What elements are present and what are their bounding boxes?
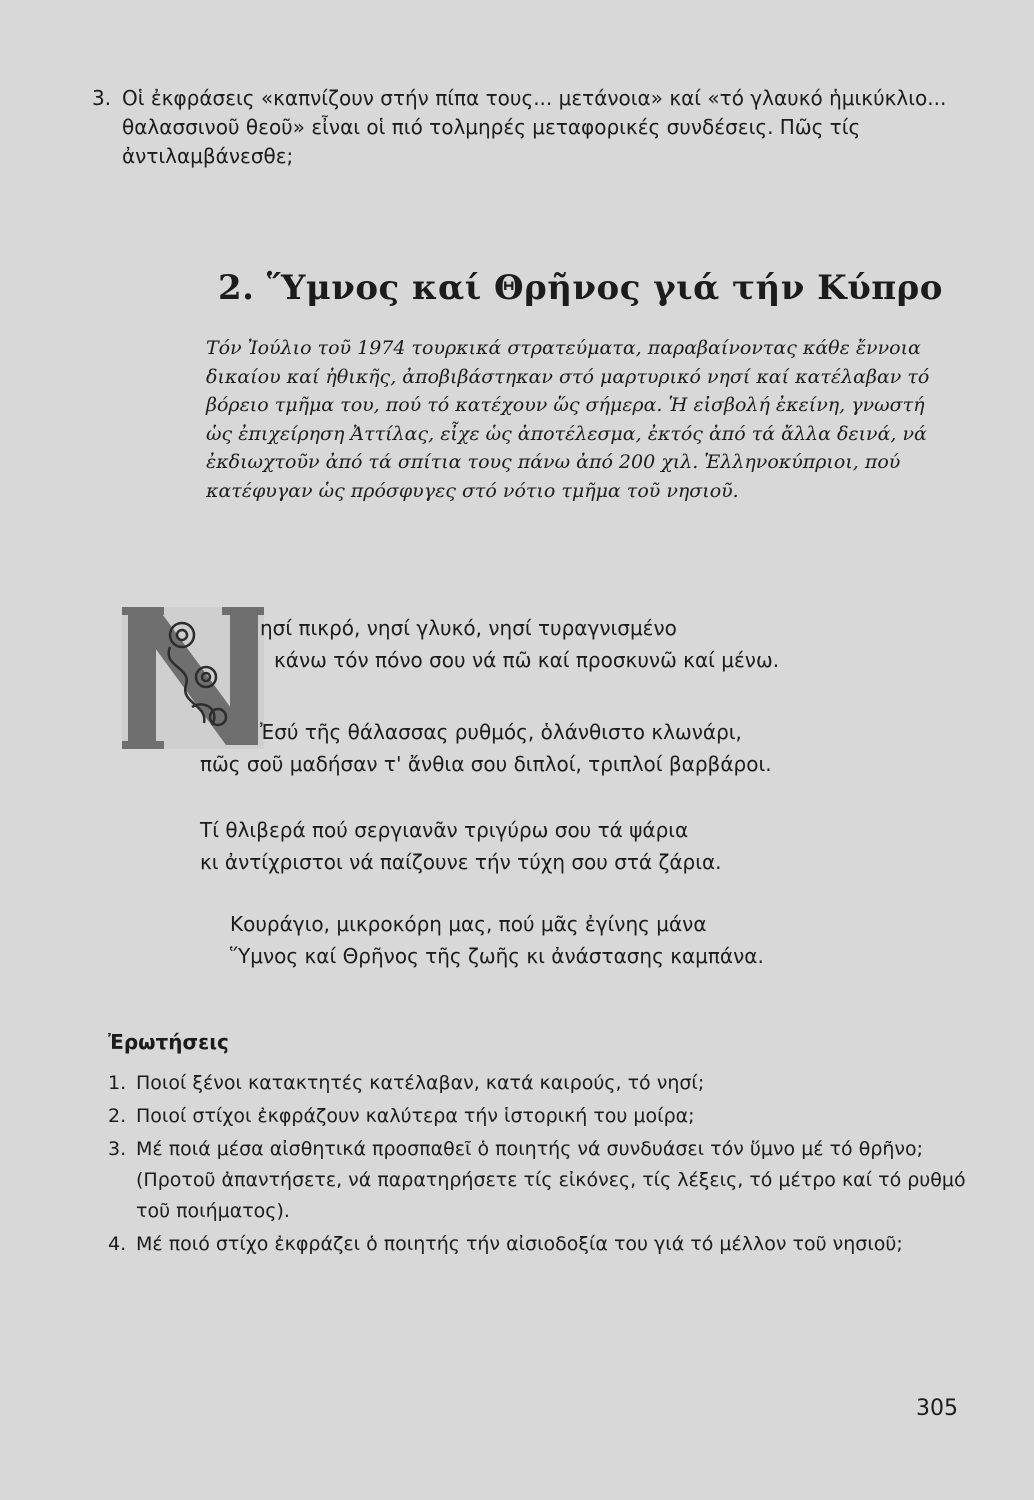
question-item (108, 1134, 968, 1227)
page-number: 305 (916, 1396, 958, 1421)
stanza-2 (200, 716, 772, 780)
verse-line: πῶς σοῦ μαδήσαν τ' ἄνθια σου διπλοί, τριπλοί βαρβάροι. (200, 752, 772, 776)
question-text: Οἱ ἐκφράσεις «καπνίζουν στήν πίπα τους... μετάνοια» καί «τό γλαυκό ἡμικύκλιο... θαλασσινοῦ θεοῦ» εἶναι οἱ πιό τολμηρές μεταφορικές συνδέσεις. Πῶς τίς ἀντιλαμβάνεσθε; (122, 86, 947, 168)
question-item (108, 1229, 968, 1260)
stanza-3 (200, 814, 722, 878)
question-number: 3. (92, 86, 112, 110)
poem-title: 2. Ὕμνος καί Θρῆνος γιά τήν Κύπρο (218, 268, 943, 308)
question-text: Μέ ποιά μέσα αἰσθητικά προσπαθεῖ ὁ ποιητής νά συνδυάσει τόν ὕμνο μέ τό θρῆνο; (Προτοῦ ἀπαντήσετε, νά παρατηρήσετε τίς εἰκόνες, τίς λέξεις, τό μέτρο καί τό ρυθμό τοῦ ποιήματος). (136, 1138, 966, 1222)
verse-line: κι ἀντίχριστοι νά παίζουνε τήν τύχη σου στά ζάρια. (200, 850, 722, 874)
verse-line: Τί θλιβερά πού σεργιανᾶν τριγύρω σου τά ψάρια (200, 818, 689, 842)
decorative-dropcap-letter (122, 607, 264, 749)
intro-paragraph (206, 334, 956, 505)
verse-line: ησί πικρό, νησί γλυκό, νησί τυραγνισμένο (260, 616, 677, 640)
question-number: 4. (108, 1233, 127, 1255)
verse-line: Κουράγιο, μικροκόρη μας, πού μᾶς ἐγίνης μάνα (230, 912, 707, 936)
question-number: 2. (108, 1105, 127, 1127)
verse-line: Ἐσύ τῆς θάλασσας ρυθμός, ὁλάνθιστο κλωνάρι, (260, 720, 742, 744)
question-text: Ποιοί στίχοι ἐκφράζουν καλύτερα τήν ἱστορική του μοίρα; (136, 1105, 695, 1127)
questions-heading: Ἐρωτήσεις (108, 1030, 229, 1054)
question-number: 3. (108, 1138, 127, 1160)
stanza-4 (230, 908, 764, 972)
questions-list (108, 1068, 968, 1262)
stanza-1 (260, 612, 779, 676)
question-item (108, 1101, 968, 1132)
previous-question-3 (92, 84, 962, 171)
question-text: Μέ ποιό στίχο ἐκφράζει ὁ ποιητής τήν αἰσιοδοξία του γιά τό μέλλον τοῦ νησιοῦ; (136, 1233, 903, 1255)
question-item (108, 1068, 968, 1099)
question-number: 1. (108, 1072, 127, 1094)
verse-line: κάνω τόν πόνο σου νά πῶ καί προσκυνῶ καί μένω. (274, 648, 780, 672)
question-text: Ποιοί ξένοι κατακτητές κατέλαβαν, κατά καιρούς, τό νησί; (136, 1072, 705, 1094)
verse-line: Ὕμνος καί Θρῆνος τῆς ζωῆς κι ἀνάστασης καμπάνα. (230, 944, 764, 968)
intro-text: Τόν Ἰούλιο τοῦ 1974 τουρκικά στρατεύματα, παραβαίνοντας κάθε ἔννοια δικαίου καί ἠθικῆς, ἀποβιβάστηκαν στό μαρτυρικό νησί καί κατέλαβαν τό βόρειο τμῆμα του, πού τό κατέχουν ὥς σήμερα. Ἡ εἰσβολή ἐκείνη, γνωστή ὡς ἐπιχείρηση Ἀττίλας, εἶχε ὡς ἀποτέλεσμα, ἐκτός ἀπό τά ἄλλα δεινά, νά ἐκδιωχτοῦν ἀπό τά σπίτια τους πάνω ἀπό 200 χιλ. Ἑλληνοκύπριοι, πού κατέφυγαν ὡς πρόσφυγες στό νότιο τμῆμα τοῦ νησιοῦ. (206, 337, 930, 502)
